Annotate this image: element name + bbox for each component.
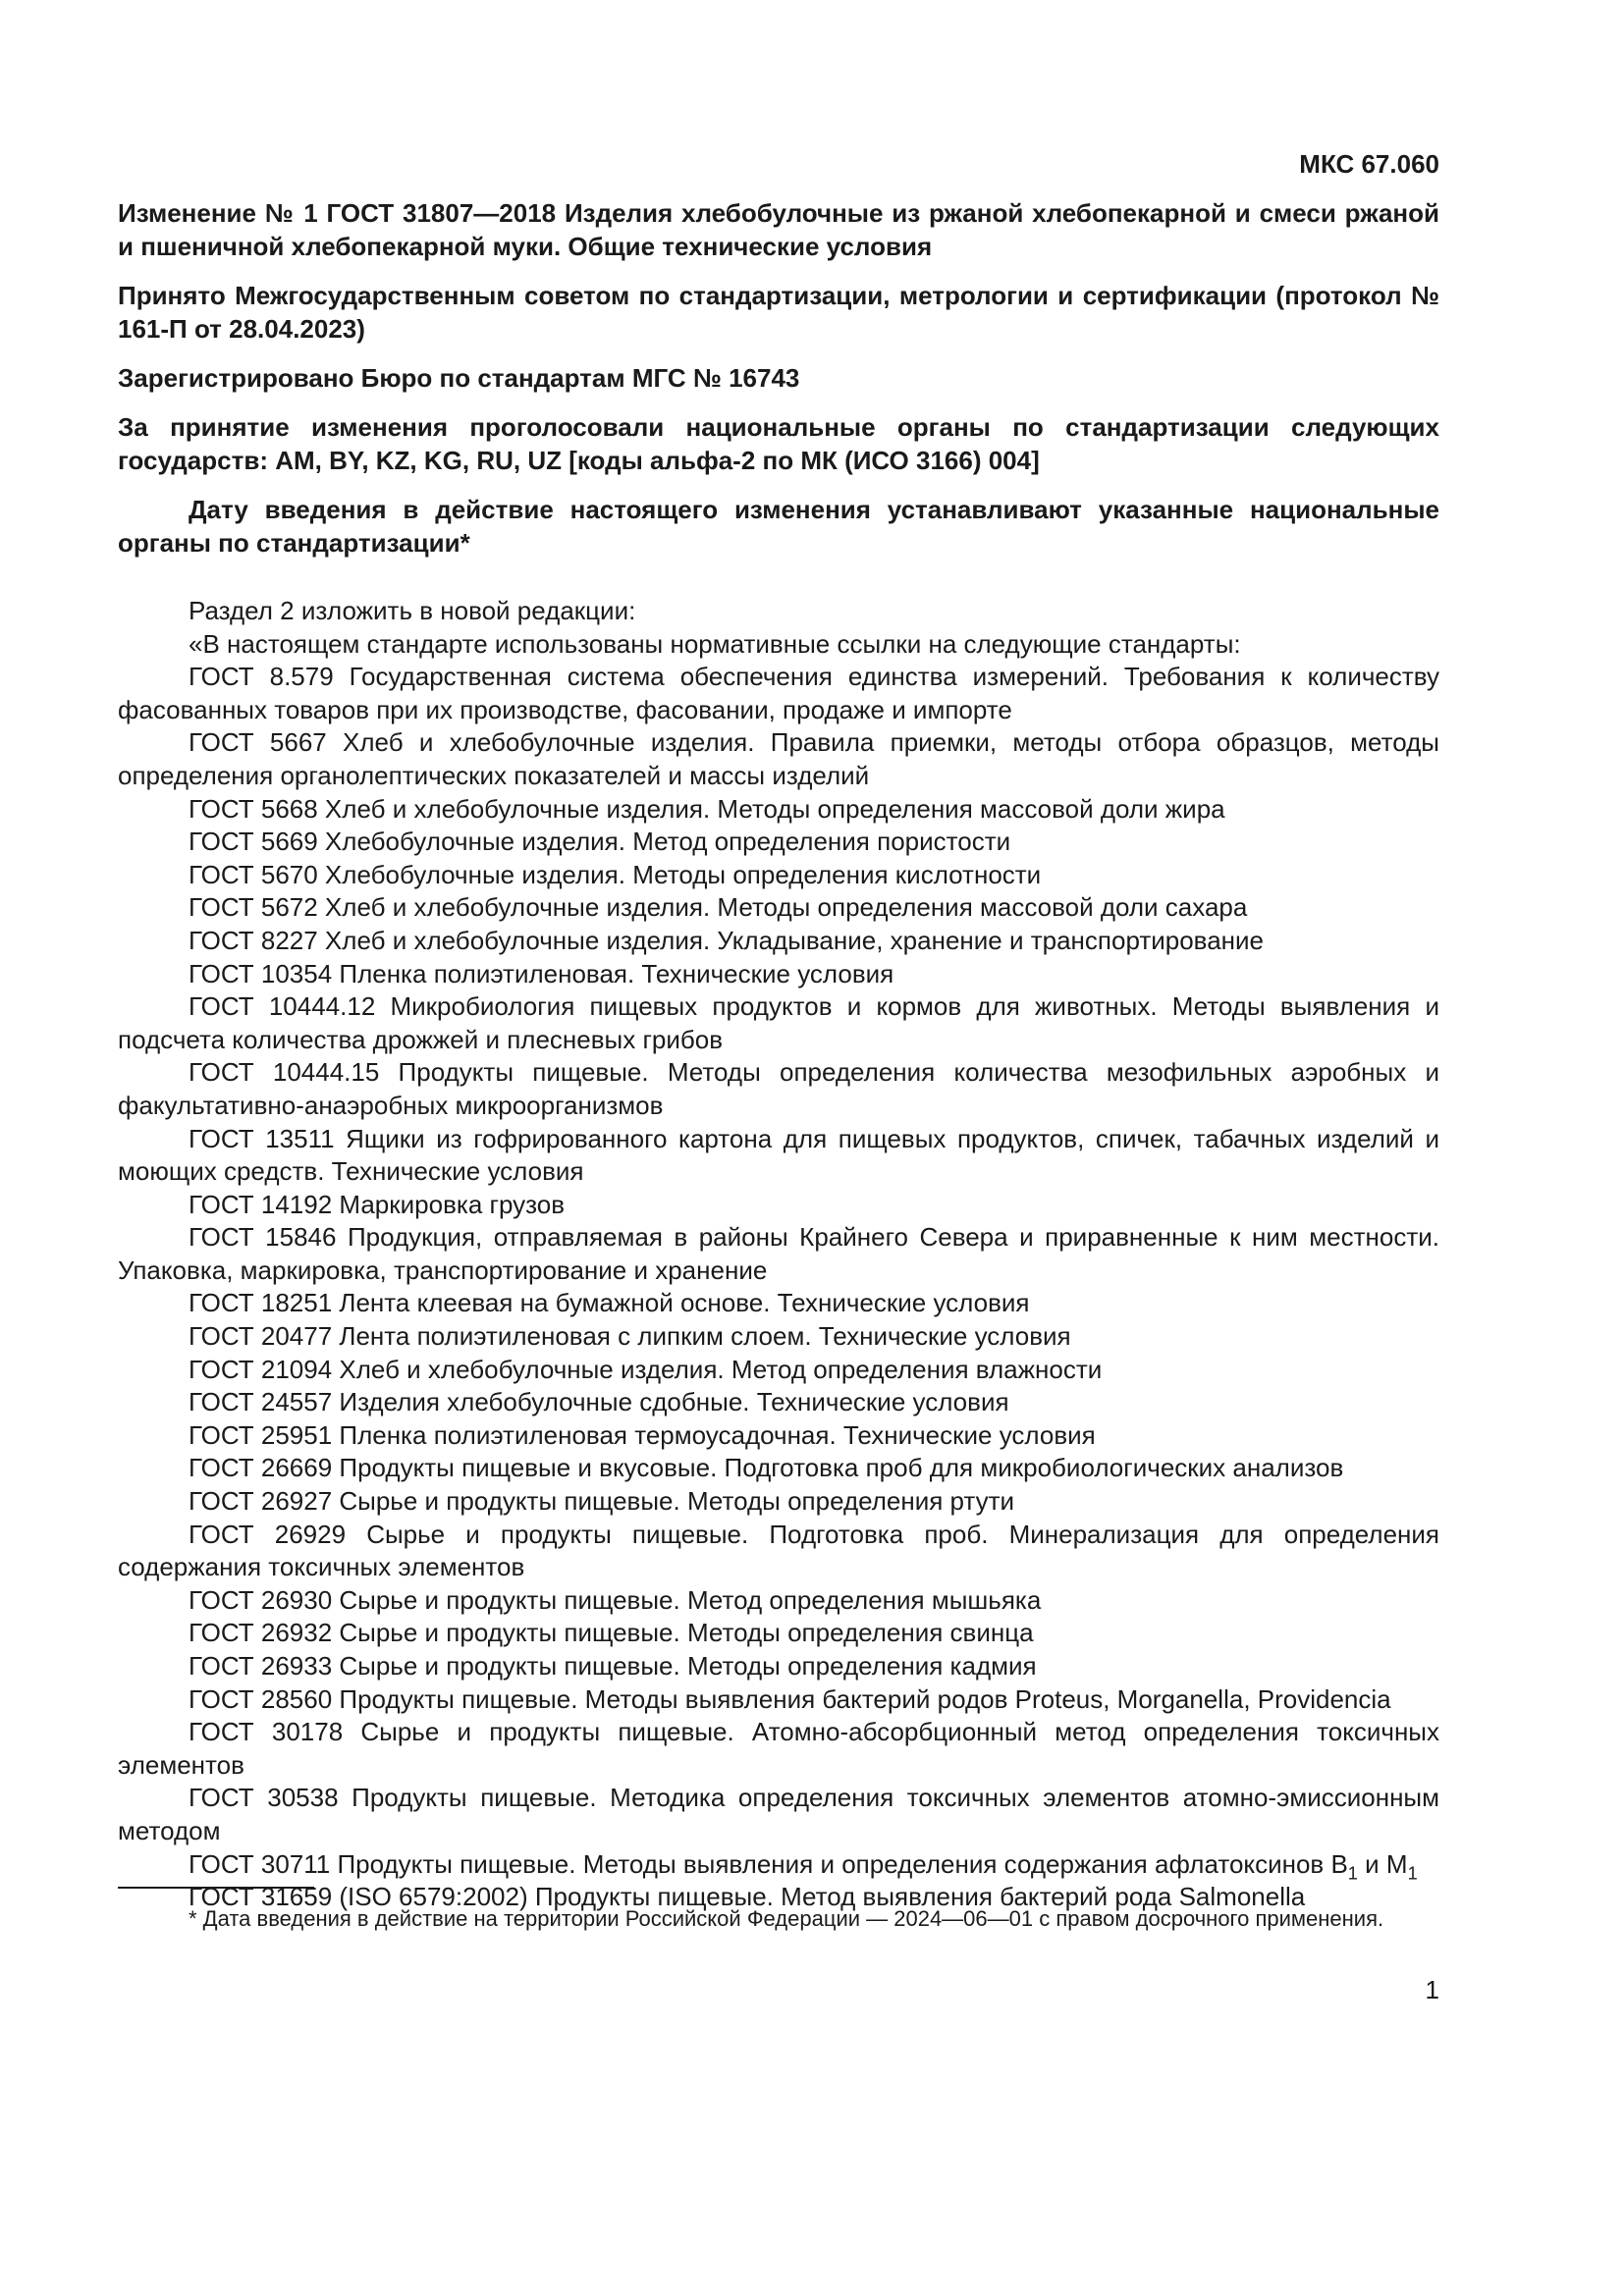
reference-item: ГОСТ 14192 Маркировка грузов — [189, 1189, 566, 1219]
reference-item: ГОСТ 8.579 Государственная система обеспечения единства измерений. Требования к количеству фасованных товаров при их производстве, фасовании, продаже и импорте — [118, 662, 1439, 724]
references-intro: «В настоящем стандарте использованы нормативные ссылки на следующие стандарты: — [189, 628, 1241, 659]
reference-item: ГОСТ 26932 Сырье и продукты пищевые. Методы определения свинца — [189, 1618, 1034, 1648]
reference-item: ГОСТ 26927 Сырье и продукты пищевые. Методы определения ртути — [189, 1486, 1015, 1517]
reference-item: ГОСТ 5668 Хлеб и хлебобулочные изделия. Методы определения массовой доли жира — [189, 793, 1225, 824]
reference-item: ГОСТ 15846 Продукция, отправляемая в районы Крайнего Севера и приравненные к ним местности. Упаковка, маркировка, транспортирование и хранение — [118, 1222, 1439, 1285]
section-instruction: Раздел 2 изложить в новой редакции: — [189, 596, 636, 625]
reference-item: ГОСТ 21094 Хлеб и хлебобулочные изделия. Метод определения влажности — [189, 1354, 1103, 1384]
reference-item: ГОСТ 5669 Хлебобулочные изделия. Метод определения пористости — [189, 827, 1011, 857]
reference-item: ГОСТ 5672 Хлеб и хлебобулочные изделия. Методы определения массовой доли сахара — [189, 892, 1248, 923]
reference-list — [118, 661, 1439, 1847]
registered-statement: Зарегистрировано Бюро по стандартам МГС № 16743 — [118, 363, 800, 393]
voted-statement: За принятие изменения проголосовали национальные органы по стандартизации следующих государств: AM, BY, KZ, KG, RU, UZ [коды альфа-2 по МК (ИСО 3166) 004] — [118, 412, 1439, 475]
reference-item: ГОСТ 30538 Продукты пищевые. Методика определения токсичных элементов атомно-эмиссионным методом — [118, 1783, 1439, 1845]
reference-item: ГОСТ 20477 Лента полиэтиленовая с липким слоем. Технические условия — [189, 1321, 1071, 1352]
effective-date-statement: Дату введения в действие настоящего изменения устанавливают указанные национальные органы по стандартизации* — [118, 495, 1439, 558]
reference-item: ГОСТ 10444.15 Продукты пищевые. Методы определения количества мезофильных аэробных и факультативно-анаэробных микроорганизмов — [118, 1057, 1439, 1120]
reference-item: ГОСТ 5670 Хлебобулочные изделия. Методы определения кислотности — [189, 859, 1042, 889]
amendment-title: Изменение № 1 ГОСТ 31807—2018 Изделия хлебобулочные из ржаной хлебопекарной и смеси ржаной и пшеничной хлебопекарной муки. Общие технические условия — [118, 198, 1439, 261]
reference-item: ГОСТ 10354 Пленка полиэтиленовая. Технические условия — [189, 958, 894, 988]
reference-item: ГОСТ 8227 Хлеб и хлебобулочные изделия. Укладывание, хранение и транспортирование — [189, 925, 1265, 955]
reference-item: ГОСТ 13511 Ящики из гофрированного картона для пищевых продуктов, спичек, табачных изделий и моющих средств. Технические условия — [118, 1123, 1439, 1187]
reference-item-31659: ГОСТ 31659 (ISO 6579:2002) Продукты пищевые. Метод выявления бактерий рода Salmonella — [189, 1882, 1306, 1912]
reference-item: ГОСТ 24557 Изделия хлебобулочные сдобные. Технические условия — [189, 1387, 1009, 1417]
reference-item-30711: ГОСТ 30711 Продукты пищевые. Методы выявления и определения содержания афлатоксинов $В_1$ и $М_1$ — [189, 1848, 1418, 1883]
reference-item: ГОСТ 30178 Сырье и продукты пищевые. Атомно-абсорбционный метод определения токсичных элементов — [118, 1717, 1439, 1780]
mks-code: МКС 67.060 — [1299, 149, 1439, 179]
reference-item: ГОСТ 25951 Пленка полиэтиленовая термоусадочная. Технические условия — [189, 1419, 1096, 1450]
reference-item: ГОСТ 26929 Сырье и продукты пищевые. Подготовка проб. Минерализация для определения содержания токсичных элементов — [118, 1519, 1439, 1582]
reference-item: ГОСТ 26933 Сырье и продукты пищевые. Методы определения кадмия — [189, 1651, 1037, 1681]
adopted-statement: Принято Межгосударственным советом по стандартизации, метрологии и сертификации (протокол № 161-П от 28.04.2023) — [118, 281, 1439, 344]
reference-item: ГОСТ 10444.12 Микробиология пищевых продуктов и кормов для животных. Методы выявления и подсчета количества дрожжей и плесневых грибов — [118, 991, 1439, 1054]
footnote-separator — [118, 1887, 314, 1889]
reference-item: ГОСТ 5667 Хлеб и хлебобулочные изделия. Правила приемки, методы отбора образцов, методы определения органолептических показателей и массы изделий — [118, 727, 1439, 790]
reference-item: ГОСТ 26669 Продукты пищевые и вкусовые. Подготовка проб для микробиологических анализов — [189, 1453, 1344, 1483]
amendment-body — [118, 595, 1439, 1914]
reference-item: ГОСТ 28560 Продукты пищевые. Методы выявления бактерий родов Proteus, Morganella, Providencia — [189, 1683, 1391, 1714]
reference-item: ГОСТ 26930 Сырье и продукты пищевые. Метод определения мышьяка — [189, 1584, 1042, 1615]
page-number: 1 — [1425, 1975, 1439, 2004]
reference-item: ГОСТ 18251 Лента клеевая на бумажной основе. Технические условия — [189, 1288, 1030, 1318]
footnote: * Дата введения в действие на территории Российской Федерации — 2024—06—01 с правом досрочного применения. — [189, 1906, 1384, 1931]
